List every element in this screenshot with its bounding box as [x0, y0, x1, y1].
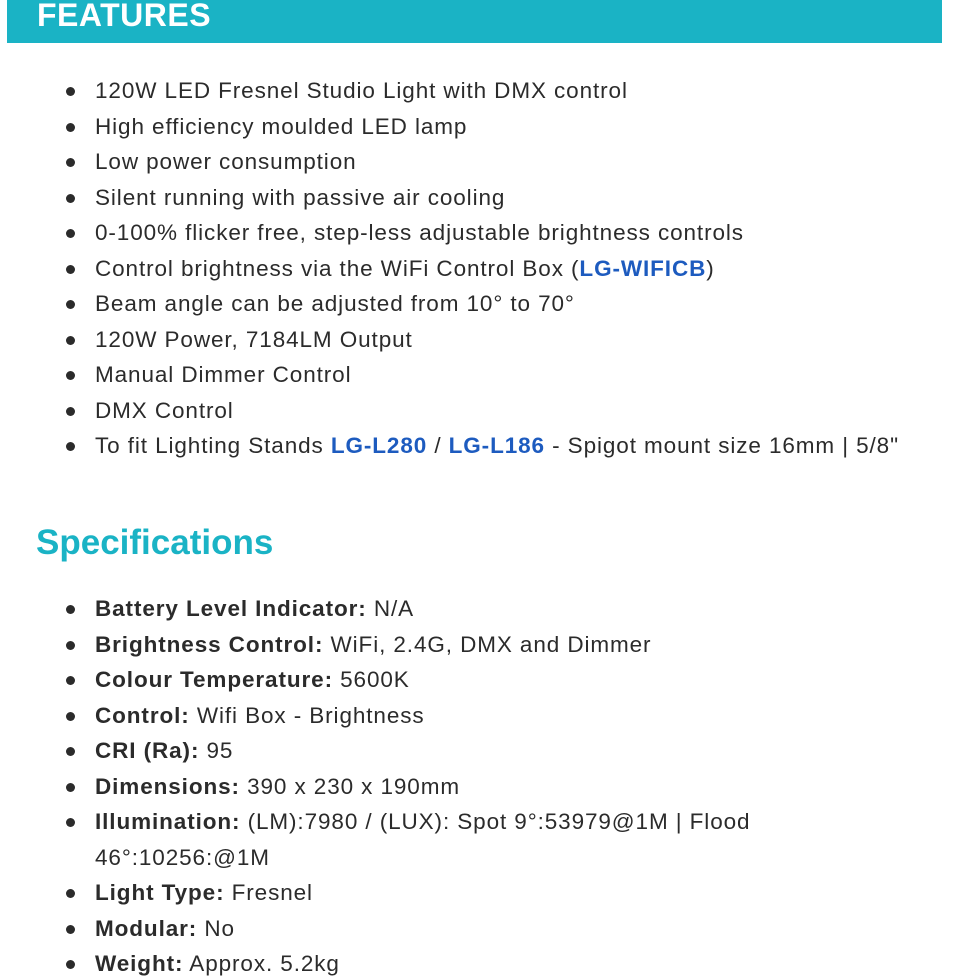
spec-label: Colour Temperature:: [95, 667, 333, 692]
features-banner: [7, 0, 942, 43]
spec-value: N/A: [366, 596, 415, 621]
lg-l186-link[interactable]: LG-L186: [448, 433, 545, 458]
spec-value: 95: [199, 738, 234, 763]
spec-item: [0, 733, 980, 769]
spec-value: WiFi, 2.4G, DMX and Dimmer: [323, 631, 652, 657]
spec-label: Light Type:: [95, 880, 225, 905]
link-separator: /: [427, 433, 449, 458]
spec-label: CRI (Ra):: [95, 738, 200, 763]
spec-value: (LM):7980 / (LUX): Spot 9°:53979@1M | Flood 46°:10256:@1M: [95, 809, 751, 870]
specifications-list: [0, 591, 980, 980]
spec-item: [0, 591, 980, 627]
lg-l280-link[interactable]: LG-L280: [330, 433, 428, 458]
spec-item: [0, 804, 980, 875]
features-list: [0, 73, 980, 464]
feature-item: Manual Dimmer Control: [0, 357, 980, 393]
spec-item: [0, 875, 980, 911]
feature-item: [0, 251, 980, 287]
feature-item: DMX Control: [0, 393, 980, 429]
feature-item: 0-100% flicker free, step-less adjustable brightness controls: [0, 215, 980, 251]
spec-label: Control:: [95, 702, 190, 728]
spec-value: Fresnel: [224, 880, 313, 905]
feature-item-text: - Spigot mount size 16mm | 5/8": [544, 433, 899, 458]
spec-item: [0, 946, 980, 980]
spec-label: Dimensions:: [95, 773, 240, 799]
features-title: FEATURES: [37, 0, 212, 33]
spec-item: [0, 662, 980, 698]
lg-wificb-link[interactable]: LG-WIFICB: [579, 255, 707, 281]
feature-item-text: To fit Lighting Stands: [95, 433, 331, 458]
spec-label: Modular:: [95, 915, 198, 941]
spec-value: 390 x 230 x 190mm: [239, 773, 460, 799]
feature-item: 120W Power, 7184LM Output: [0, 322, 980, 358]
spec-label: Weight:: [95, 951, 184, 976]
feature-item: Low power consumption: [0, 144, 980, 180]
feature-item-text: ): [706, 255, 715, 281]
feature-item: High efficiency moulded LED lamp: [0, 109, 980, 145]
feature-item: [0, 428, 980, 464]
spec-item: [0, 769, 980, 805]
feature-item-text: Control brightness via the WiFi Control Box (: [95, 255, 580, 281]
feature-item: Silent running with passive air cooling: [0, 180, 980, 216]
spec-value: 5600K: [332, 667, 410, 692]
spec-item: [0, 911, 980, 947]
spec-value: Approx. 5.2kg: [183, 951, 340, 976]
feature-item: 120W LED Fresnel Studio Light with DMX control: [0, 73, 980, 109]
spec-item: [0, 627, 980, 663]
spec-label: Battery Level Indicator:: [95, 596, 367, 621]
spec-label: Brightness Control:: [95, 631, 324, 657]
spec-value: No: [197, 915, 235, 941]
specifications-heading: Specifications: [36, 523, 274, 562]
spec-label: Illumination:: [95, 809, 241, 834]
feature-item: Beam angle can be adjusted from 10° to 70°: [0, 286, 980, 322]
spec-value: Wifi Box - Brightness: [189, 702, 425, 728]
spec-item: [0, 698, 980, 734]
